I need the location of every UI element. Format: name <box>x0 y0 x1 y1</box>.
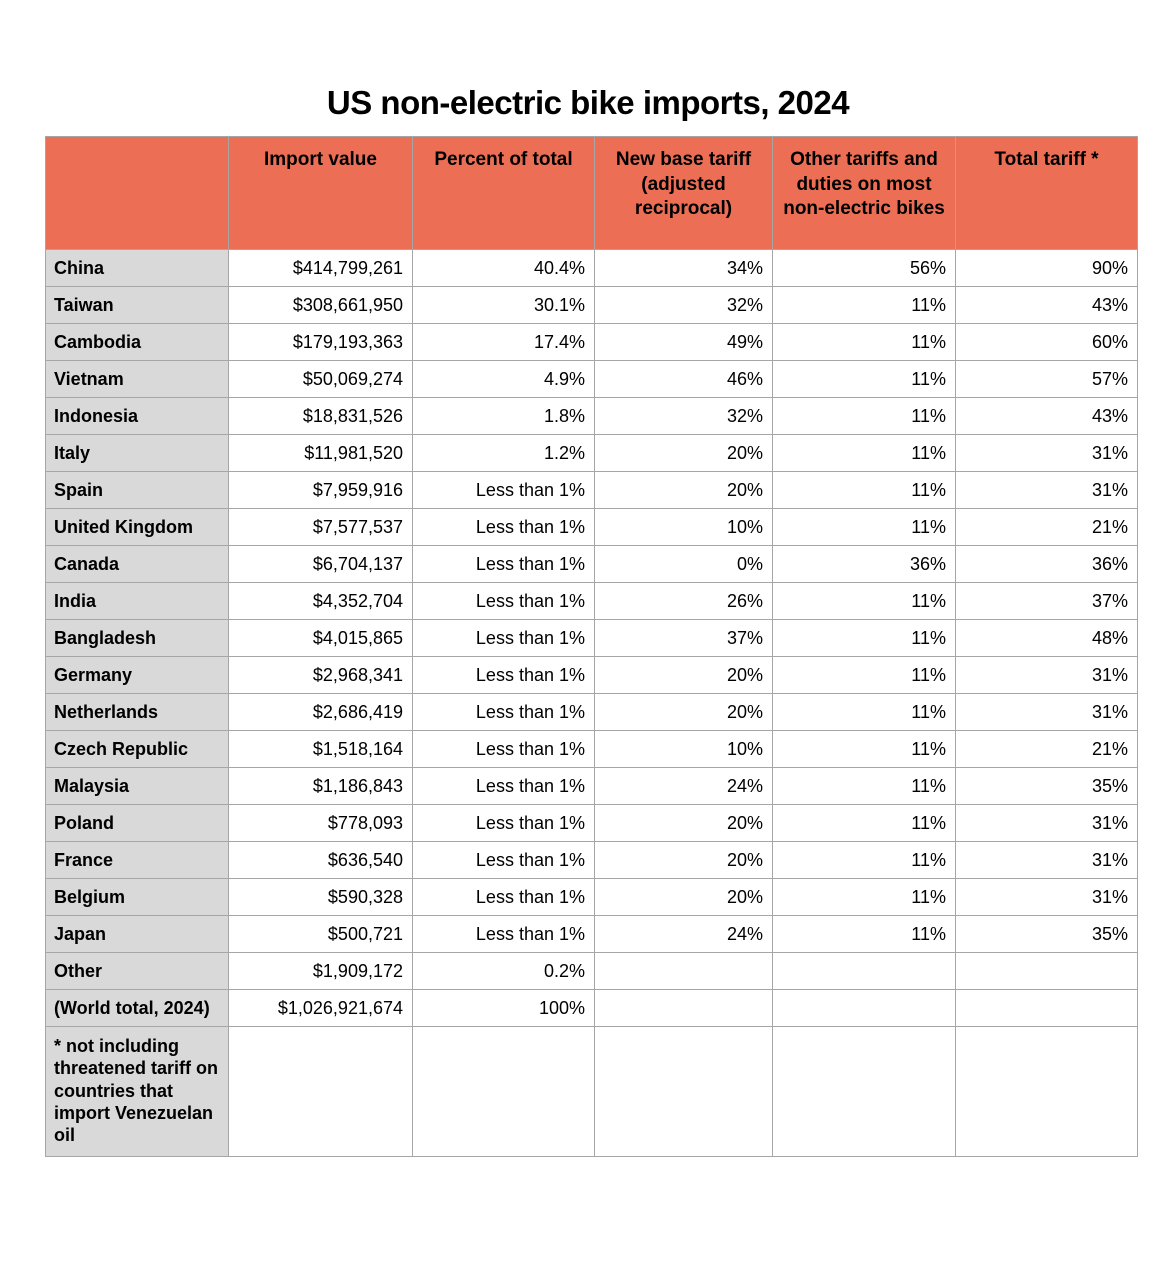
base-tariff-cell: 10% <box>595 731 773 768</box>
total-tariff-cell: 43% <box>956 398 1138 435</box>
footnote-cell: * not including threatened tariff on countries that import Venezuelan oil <box>46 1027 229 1157</box>
other-tariffs-cell: 11% <box>773 731 956 768</box>
total-tariff-cell <box>956 990 1138 1027</box>
percent-cell: Less than 1% <box>413 583 595 620</box>
column-header-total-tariff: Total tariff * <box>956 137 1138 250</box>
percent-cell: 1.8% <box>413 398 595 435</box>
total-tariff-cell: 57% <box>956 361 1138 398</box>
other-tariffs-cell: 11% <box>773 620 956 657</box>
other-tariffs-cell: 11% <box>773 842 956 879</box>
import-value-cell: $50,069,274 <box>229 361 413 398</box>
table-row <box>46 731 1138 768</box>
other-tariffs-cell: 11% <box>773 287 956 324</box>
country-cell: India <box>46 583 229 620</box>
base-tariff-cell: 34% <box>595 250 773 287</box>
base-tariff-cell: 20% <box>595 879 773 916</box>
column-header-percent-of-total: Percent of total <box>413 137 595 250</box>
other-tariffs-cell: 11% <box>773 694 956 731</box>
table-row <box>46 879 1138 916</box>
country-cell: Netherlands <box>46 694 229 731</box>
import-value-cell: $590,328 <box>229 879 413 916</box>
other-tariffs-cell: 11% <box>773 509 956 546</box>
import-value-cell: $1,026,921,674 <box>229 990 413 1027</box>
country-cell: Bangladesh <box>46 620 229 657</box>
table-row <box>46 620 1138 657</box>
percent-cell: Less than 1% <box>413 546 595 583</box>
empty-cell <box>595 1027 773 1157</box>
base-tariff-cell: 26% <box>595 583 773 620</box>
country-cell: Japan <box>46 916 229 953</box>
table-header-row <box>46 137 1138 250</box>
empty-cell <box>229 1027 413 1157</box>
total-tariff-cell: 36% <box>956 546 1138 583</box>
table-row <box>46 398 1138 435</box>
other-tariffs-cell: 11% <box>773 398 956 435</box>
total-tariff-cell: 35% <box>956 768 1138 805</box>
base-tariff-cell: 49% <box>595 324 773 361</box>
base-tariff-cell: 24% <box>595 768 773 805</box>
import-value-cell: $2,968,341 <box>229 657 413 694</box>
other-tariffs-cell: 11% <box>773 583 956 620</box>
country-cell: Belgium <box>46 879 229 916</box>
table-row <box>46 953 1138 990</box>
import-value-cell: $6,704,137 <box>229 546 413 583</box>
imports-table-wrapper <box>45 136 1137 1157</box>
percent-cell: Less than 1% <box>413 805 595 842</box>
country-cell: Poland <box>46 805 229 842</box>
import-value-cell: $778,093 <box>229 805 413 842</box>
country-cell: Italy <box>46 435 229 472</box>
import-value-cell: $7,959,916 <box>229 472 413 509</box>
table-row <box>46 805 1138 842</box>
imports-table <box>45 136 1138 1157</box>
percent-cell: Less than 1% <box>413 731 595 768</box>
import-value-cell: $636,540 <box>229 842 413 879</box>
total-tariff-cell: 37% <box>956 583 1138 620</box>
table-row <box>46 435 1138 472</box>
total-tariff-cell: 31% <box>956 435 1138 472</box>
percent-cell: 0.2% <box>413 953 595 990</box>
table-row <box>46 509 1138 546</box>
total-tariff-cell <box>956 953 1138 990</box>
other-tariffs-cell <box>773 990 956 1027</box>
other-tariffs-cell <box>773 953 956 990</box>
country-cell: Canada <box>46 546 229 583</box>
country-cell: United Kingdom <box>46 509 229 546</box>
total-tariff-cell: 90% <box>956 250 1138 287</box>
other-tariffs-cell: 11% <box>773 435 956 472</box>
percent-cell: 40.4% <box>413 250 595 287</box>
total-tariff-cell: 21% <box>956 509 1138 546</box>
total-tariff-cell: 21% <box>956 731 1138 768</box>
total-tariff-cell: 31% <box>956 842 1138 879</box>
other-tariffs-cell: 11% <box>773 657 956 694</box>
other-tariffs-cell: 11% <box>773 472 956 509</box>
country-cell: (World total, 2024) <box>46 990 229 1027</box>
table-row <box>46 657 1138 694</box>
import-value-cell: $11,981,520 <box>229 435 413 472</box>
country-cell: France <box>46 842 229 879</box>
page-title: US non-electric bike imports, 2024 <box>326 84 850 121</box>
country-cell: China <box>46 250 229 287</box>
country-cell: Other <box>46 953 229 990</box>
table-row <box>46 324 1138 361</box>
total-tariff-cell: 48% <box>956 620 1138 657</box>
other-tariffs-cell: 56% <box>773 250 956 287</box>
table-row <box>46 250 1138 287</box>
base-tariff-cell: 20% <box>595 842 773 879</box>
import-value-cell: $4,015,865 <box>229 620 413 657</box>
table-row <box>46 287 1138 324</box>
total-tariff-cell: 31% <box>956 472 1138 509</box>
other-tariffs-cell: 11% <box>773 361 956 398</box>
import-value-cell: $1,909,172 <box>229 953 413 990</box>
total-tariff-cell: 60% <box>956 324 1138 361</box>
base-tariff-cell: 32% <box>595 398 773 435</box>
total-tariff-cell: 31% <box>956 657 1138 694</box>
country-cell: Czech Republic <box>46 731 229 768</box>
percent-cell: 4.9% <box>413 361 595 398</box>
total-tariff-cell: 35% <box>956 916 1138 953</box>
country-cell: Malaysia <box>46 768 229 805</box>
base-tariff-cell: 24% <box>595 916 773 953</box>
other-tariffs-cell: 36% <box>773 546 956 583</box>
other-tariffs-cell: 11% <box>773 805 956 842</box>
table-body <box>46 250 1138 1027</box>
empty-cell <box>413 1027 595 1157</box>
country-cell: Germany <box>46 657 229 694</box>
corner-header <box>46 137 229 250</box>
total-tariff-cell: 43% <box>956 287 1138 324</box>
percent-cell: Less than 1% <box>413 472 595 509</box>
base-tariff-cell: 10% <box>595 509 773 546</box>
footnote-row <box>46 1027 1138 1157</box>
percent-cell: 17.4% <box>413 324 595 361</box>
total-tariff-cell: 31% <box>956 694 1138 731</box>
import-value-cell: $4,352,704 <box>229 583 413 620</box>
import-value-cell: $1,518,164 <box>229 731 413 768</box>
base-tariff-cell: 37% <box>595 620 773 657</box>
base-tariff-cell: 20% <box>595 472 773 509</box>
empty-cell <box>956 1027 1138 1157</box>
percent-cell: Less than 1% <box>413 768 595 805</box>
country-cell: Cambodia <box>46 324 229 361</box>
country-cell: Spain <box>46 472 229 509</box>
other-tariffs-cell: 11% <box>773 324 956 361</box>
table-row <box>46 472 1138 509</box>
percent-cell: Less than 1% <box>413 509 595 546</box>
percent-cell: Less than 1% <box>413 879 595 916</box>
table-row <box>46 842 1138 879</box>
country-cell: Taiwan <box>46 287 229 324</box>
import-value-cell: $179,193,363 <box>229 324 413 361</box>
table-row <box>46 361 1138 398</box>
base-tariff-cell: 20% <box>595 435 773 472</box>
country-cell: Vietnam <box>46 361 229 398</box>
percent-cell: Less than 1% <box>413 620 595 657</box>
percent-cell: 30.1% <box>413 287 595 324</box>
column-header-other-tariffs: Other tariffs and duties on most non-electric bikes <box>773 137 956 250</box>
import-value-cell: $7,577,537 <box>229 509 413 546</box>
base-tariff-cell: 0% <box>595 546 773 583</box>
column-header-new-base-tariff: New base tariff (adjusted reciprocal) <box>595 137 773 250</box>
percent-cell: Less than 1% <box>413 694 595 731</box>
import-value-cell: $1,186,843 <box>229 768 413 805</box>
base-tariff-cell: 20% <box>595 694 773 731</box>
total-tariff-cell: 31% <box>956 879 1138 916</box>
percent-cell: 100% <box>413 990 595 1027</box>
table-row <box>46 916 1138 953</box>
import-value-cell: $500,721 <box>229 916 413 953</box>
import-value-cell: $414,799,261 <box>229 250 413 287</box>
table-row <box>46 768 1138 805</box>
other-tariffs-cell: 11% <box>773 768 956 805</box>
empty-cell <box>773 1027 956 1157</box>
table-row <box>46 546 1138 583</box>
total-tariff-cell: 31% <box>956 805 1138 842</box>
percent-cell: Less than 1% <box>413 916 595 953</box>
base-tariff-cell: 20% <box>595 657 773 694</box>
import-value-cell: $18,831,526 <box>229 398 413 435</box>
percent-cell: Less than 1% <box>413 842 595 879</box>
table-row <box>46 990 1138 1027</box>
column-header-import-value: Import value <box>229 137 413 250</box>
base-tariff-cell <box>595 953 773 990</box>
import-value-cell: $308,661,950 <box>229 287 413 324</box>
base-tariff-cell: 32% <box>595 287 773 324</box>
table-row <box>46 694 1138 731</box>
base-tariff-cell <box>595 990 773 1027</box>
table-row <box>46 583 1138 620</box>
percent-cell: 1.2% <box>413 435 595 472</box>
base-tariff-cell: 46% <box>595 361 773 398</box>
base-tariff-cell: 20% <box>595 805 773 842</box>
import-value-cell: $2,686,419 <box>229 694 413 731</box>
percent-cell: Less than 1% <box>413 657 595 694</box>
other-tariffs-cell: 11% <box>773 916 956 953</box>
country-cell: Indonesia <box>46 398 229 435</box>
other-tariffs-cell: 11% <box>773 879 956 916</box>
